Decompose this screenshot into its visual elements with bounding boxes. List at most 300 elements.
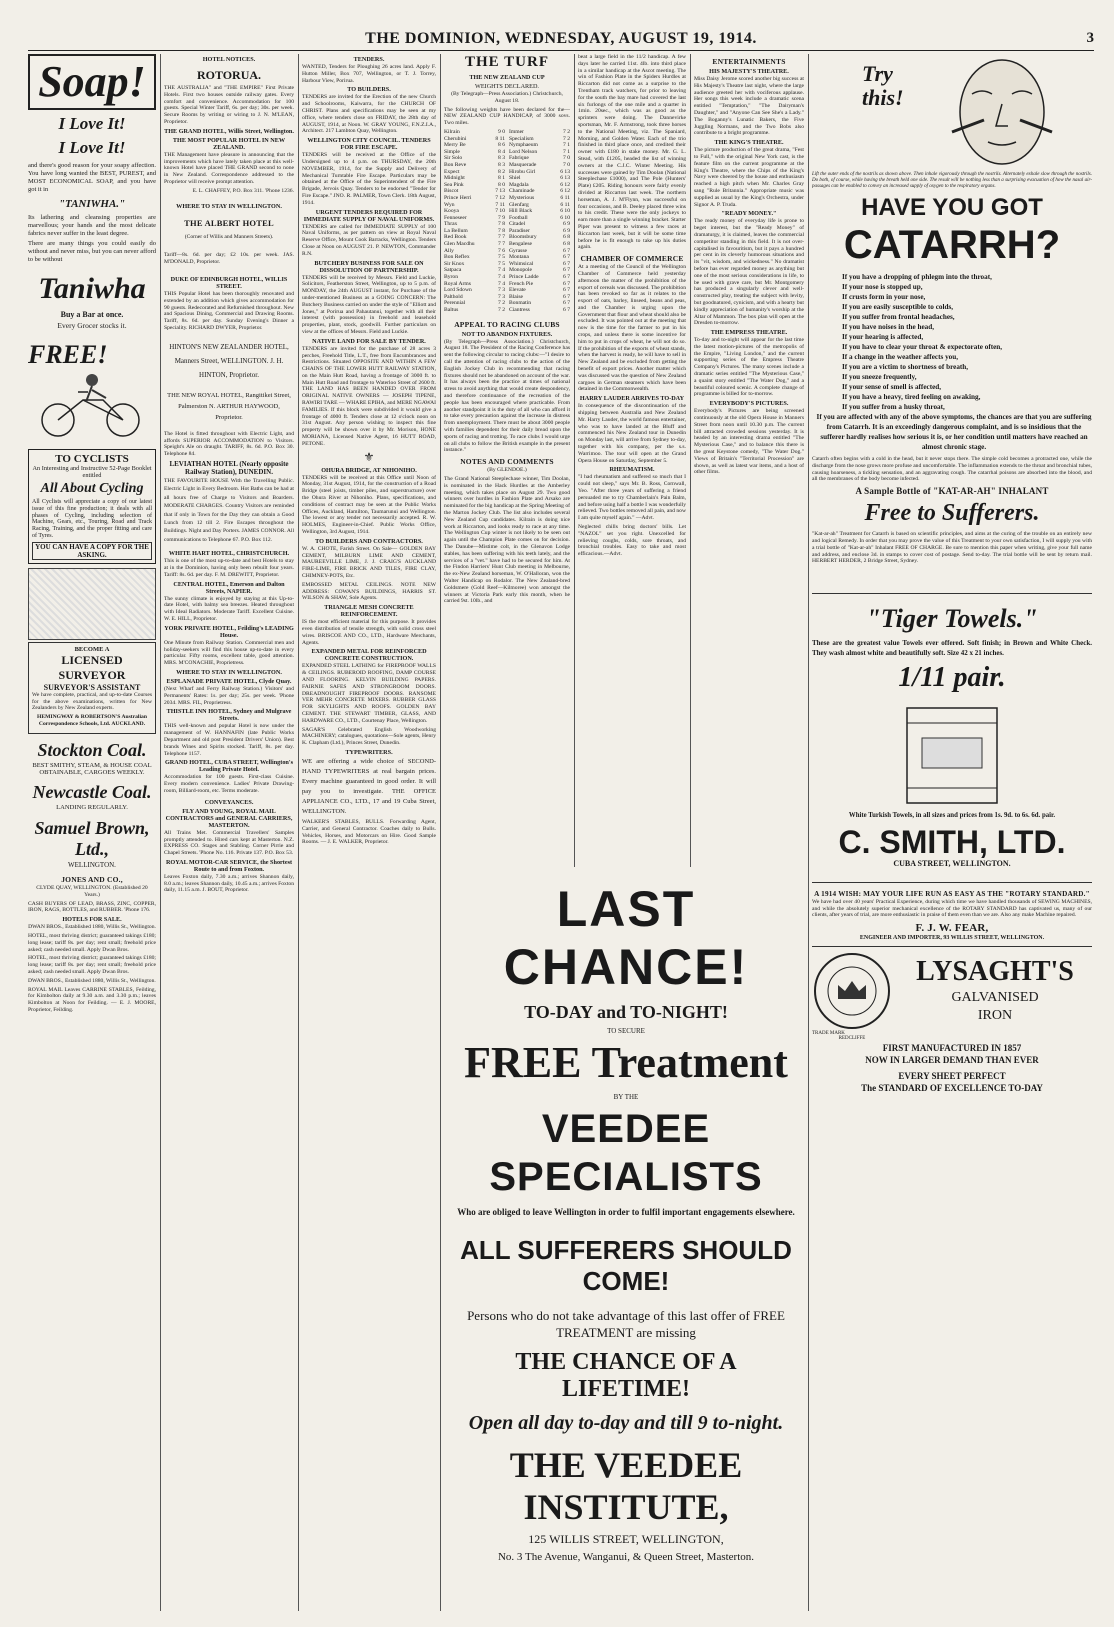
albert-addr: (Corner of Willis and Manners Streets).: [184, 233, 274, 240]
buy-bar: Buy a Bar at once.: [60, 310, 124, 319]
symptom-line: If your nose is stopped up,: [842, 283, 923, 291]
section-hotel-notices: HOTEL NOTICES.: [202, 56, 256, 63]
grand-head: THE MOST POPULAR HOTEL IN NEW ZEALAND.: [172, 136, 286, 151]
horse-weight: 8 2: [498, 168, 505, 175]
new-royal-hotel: THE NEW ROYAL HOTEL, Rangitikei Street, Palmerston N. ARTHUR HAYWOOD, Proprietor.: [167, 391, 291, 421]
handicap-row: [444, 169, 505, 176]
tender-builders-head: TO BUILDERS.: [347, 86, 391, 94]
handicap-row: [444, 149, 505, 156]
handicap-row: [509, 241, 570, 248]
copy-for-asking: YOU CAN HAVE A COPY FOR THE ASKING.: [32, 542, 152, 560]
surveyor-title-1: LICENSED SURVEYOR: [58, 652, 126, 682]
esplanade-copy: (Next Wharf and Ferry Railway Station.) Visitors' and Permanents' Rates: 1s. per day; 25s. per week. 'Phone 2034. MRS. FIL, Proprietress.: [164, 685, 294, 706]
taniwha-quoted: "TANIWHA.": [58, 198, 126, 210]
lysaght-line-4: The STANDARD OF EXCELLENCE TO-DAY: [861, 1082, 1043, 1093]
where-to-stay: WHERE TO STAY IN WELLINGTON.: [176, 202, 282, 210]
horse-name: Paradiser: [509, 227, 530, 234]
handicap-row: [509, 215, 570, 222]
catarrh-copy: Catarrh often begins with a cold in the head, but it never stops there. The simple cold becomes a protracted one, while the discharge from the nose grows more profuse and uncomfortable. The inflammation extends to the throat and bronchial tubes, causing hoarseness, a tickling sensation, and an aggravating cough. The catarrhal poisons are absorbed into the blood, and all the membranes of the body become infected.: [812, 456, 1092, 483]
horse-name: Bengalese: [509, 241, 532, 248]
tiger-towels-ad: [812, 593, 1092, 868]
appeal-head: APPEAL TO RACING CLUBS: [454, 319, 560, 329]
handicap-row: [444, 155, 505, 162]
handicap-row: [444, 234, 505, 241]
horse-weight: 6 7: [563, 254, 570, 261]
column-ads-left: [28, 54, 156, 1609]
handicap-row: [509, 195, 570, 202]
horse-weight: 6 8: [563, 241, 570, 248]
column-turf: [444, 54, 570, 874]
horse-name: Hirobu Girl: [509, 168, 536, 175]
horse-weight: 6 9: [563, 227, 570, 234]
horse-name: Elevate: [509, 287, 526, 294]
grand-sig: E. L. CHAFFEY, P.O. Box 311. 'Phone 1236.: [192, 187, 294, 194]
royal-mail: ROYAL MAIL Leaves CARRINE STABLES, Feilding, for Kimbolton daily at 9.30 a.m. and 3.30 p.m.; leaves Kimbolton at Noon for Feilding. — E. J. MOORE, Proprietor, Feilding.: [28, 986, 156, 1013]
horse-name: Perennial: [444, 300, 466, 307]
horse-name: Mysterious: [509, 194, 535, 201]
duke-hotel: DUKE OF EDINBURGH HOTEL, WILLIS STREET.: [170, 275, 288, 290]
horse-weight: 7 2: [563, 135, 570, 142]
horse-name: Sea Pink: [444, 181, 464, 188]
horse-weight: 7 11: [495, 201, 505, 208]
handicap-row: [444, 182, 505, 189]
symptom-line: If you have noises in the head,: [842, 323, 935, 331]
duke-copy: THIS Popular Hotel has been thoroughly renovated and extended by an addition which gives accommodation for 90 guests. Redecorated and Refurnished throughout. New and Spacious Dining, Commercial and Drawing Rooms. Tariff, 8s. 6d. per day. Sunday Evening's Dinner a Speciality. RICHARD DWYER, Proprietor.: [164, 290, 294, 331]
hinton-hotel: HINTON'S NEW ZEALANDER HOTEL, Manners Street, WELLINGTON. J. H. HINTON, Proprietor.: [169, 342, 289, 379]
handicap-row: [509, 221, 570, 228]
embossed-ceilings: EMBOSSED METAL CEILINGS. NOTE NEW ADDRESS: COWAN'S BUILDINGS, HARRIS ST. WILSON & SHAW, Sole Agents.: [302, 581, 436, 602]
handicap-row: [444, 228, 505, 235]
cyclists-copy: All Cyclists will appreciate a copy of our latest issue of this fine production; it deals with all phases of Cycling, including selection of Machine, Gears, etc., Touring, Road and Track Racing, Training, and the proper fitting and care of Tyres.: [32, 499, 152, 539]
white-hart-copy: This is one of the most up-to-date and best Hotels to stay at in the Dominion, having only been rebuilt four years. Tariff: 8s. 6d. per day. F. M. DREWITT, Proprietor.: [164, 558, 294, 578]
horse-name: Midnight: [444, 175, 465, 182]
horse-name: Cherubini: [444, 135, 467, 142]
horse-weight: 6 10: [560, 208, 570, 215]
handicap-row: [444, 294, 505, 301]
lysaght-line-2: NOW IN LARGER DEMAND THAN EVER: [865, 1054, 1039, 1065]
turf-intro: The following weights have been declared for the— NEW ZEALAND CUP HANDICAP, of 3000 sovs. Two miles.: [444, 106, 570, 127]
horse-name: Shiel: [509, 175, 521, 182]
horse-weight: 8 3: [498, 155, 505, 162]
grand-cuba-hotel: GRAND HOTEL, CUBA STREET, Wellington's Leading Private Hotel.: [164, 759, 294, 774]
handicap-row: [509, 254, 570, 261]
handicap-row: [509, 267, 570, 274]
kings-copy: The picture production of the great drama, "Fest to Full," with the original New York cast, is the feature film on the current programme at the King's Theatre, where the Chips of the King's Navy were cheered by the house and enthusiasm reached a high pitch when Mr. Charles Gray sang "Rule Britannia." Appropriate music was supplied as usual by the King's Orchestra, under Signor A. P. Truda.: [694, 147, 804, 208]
handicap-row: [444, 221, 505, 228]
horse-name: Prince Ladde: [509, 274, 539, 281]
handicap-row: [509, 274, 570, 281]
horse-weight: 8 4: [498, 148, 505, 155]
horse-weight: 6 7: [563, 287, 570, 294]
lysaght: LYSAGHT'S: [916, 955, 1074, 987]
soap-copy: and there's good reason for your soapy affection. You have long wanted the BEST, PUREST, and MOST ECONOMICAL SOAP, and you have got it in: [28, 162, 156, 193]
hotels-for-sale: HOTELS FOR SALE.: [62, 916, 122, 924]
horse-weight: 6 13: [560, 168, 570, 175]
horse-name: Kilrain: [444, 128, 460, 135]
tender-native-land: TENDERS are invited for the purchase of 28 acres 3 perches, Freehold Title, L.T., free from Encumbrances and Restrictions. Situated OPPOSITE AND WITHIN A FEW CHAINS OF THE LOWER HUTT RAILWAY STATION, on the Main Hutt Road, having a frontage of 3000 ft. to Main Hutt Road and frontage to Waterloo Street of 2600 ft. THE LAND HAS BEEN HANDED OVER FROM ORIGINAL NATIVE OWNERS — JOSEPH TIPENE, RAWIRI TARE — WHARE EPIHA, and MERE NGAWAI FAMILIES. If this block were subdivided it would give a frontage of 4000 ft. Tenders close at 12 o'clock noon on 31st August. Any person wishing to inspect this fine property will be shown over it by Mr. Morison, HONE MORIANA, Licensed Native Agent, 16 HUTT ROAD, PETONE.: [302, 345, 436, 447]
surveyor-ad: [28, 642, 156, 734]
turkish-towels: White Turkish Towels, in all sizes and prices from 1s. 9d. to 6s. 6d. pair.: [848, 812, 1056, 820]
where-to-stay-2: WHERE TO STAY IN WELLINGTON.: [176, 668, 282, 676]
to-secure: TO SECURE: [607, 1027, 645, 1035]
jones-copy: CASH BUYERS OF LEAD, BRASS, ZINC, COPPER, IRON, RAGS, BOTTLES, and RUBBER. 'Phone 176.: [28, 900, 156, 914]
horse-name: Fabrique: [509, 155, 529, 162]
lysaght-headline-block: [898, 956, 1092, 1026]
horse-weight: 6 12: [560, 181, 570, 188]
horse-name: Wyn: [444, 201, 455, 208]
horse-weight: 7 0: [563, 161, 570, 168]
tender-ohura: TENDERS will be received at this Office until Noon of Monday, 31st August, 1914, for the construction of a Road Bridge (steel joists, timber piles, and superstructure) over the Ohura River at Nihoniho. Plans, specifications, and conditions of contract may be seen at the Public Works Offices, Auckland, Hamilton, Taumarunui and Wellington. The lowest or any tender not necessarily accepted. R. W. HOLMES, Engineer-in-Chief. Public Works Office, Wellington, 3rd August, 1914.: [302, 474, 436, 536]
handicap-row: [444, 208, 505, 215]
horse-weight: 7 8: [498, 221, 505, 228]
horse-weight: 7 3: [498, 287, 505, 294]
horse-name: Thrax: [444, 221, 458, 228]
tender-naval: TENDERS are called for IMMEDIATE SUPPLY of 100 Naval Uniforms, as per pattern on view at Royal Naval Reserve Office, Mount Cook Barracks, Wellington. Tenders Close at Noon on AUGUST 21. P. NEWTON, Commander R.N.: [302, 223, 436, 257]
handicap-row: [509, 129, 570, 136]
horse-name: Nymphaeum: [509, 142, 538, 149]
section-tenders: TENDERS.: [353, 56, 385, 63]
horse-weight: 6 9: [563, 221, 570, 228]
horse-weight: 6 10: [560, 214, 570, 221]
horse-name: Ciantress: [509, 307, 530, 314]
handicap-row: [444, 241, 505, 248]
horse-name: Biscot: [444, 188, 459, 195]
dwan-copy: HOTEL, most thriving district; guaranteed takings £180; long lease; tariff 8s. per day; rent small; freehold price asked; cash needed small. Apply Dwan Bros.: [28, 932, 156, 953]
horse-name: Expect: [444, 168, 460, 175]
catarrh-headline: CATARRH?: [843, 223, 1061, 267]
last-chance: LAST CHANCE!: [503, 881, 749, 995]
turf-continued: beat a large field in the 11/2 handicap. A few days later he carried 11st. 4lb. into third place in a similar handicap at the Ascot meeting. The win of Fashion Plate in the Spiders Hurdles at Riccarton did not come as a surprise to the Trentham track watchers, for prior to leaving for the south the bay mare had covered the last six furlongs of the one mile and a quarter in 1min. 20sec., which was as good as the sprinters were doing. The Dannevirke sportsman, Mr. F. Armstrong, took three horses to the National Meeting, viz. The Spaniard, Morning, and Golden Water. Each of the trio finished in third place once, and credited their owner with £180 in stake money. Mr. G. L. Stead, with £1205, headed the list of winning owners at the C.J.C. Winter Meeting. His successes were gained by Tim Doolan (National Steeplechase £1000), and The Pole (Hunters' Plate) £205. Riding honours were fairly evenly divided at Riccarton last week. The northern horseman, A. J. M'Flynn, was successful on four occasions, and B. Deeley placed three wins to his credit. These were the only jockeys to earn more than a single winning bracket. Starter Piper was present to witness a few races at Riccarton last week, but it will be some time before he is fit enough to take up his duties again.: [578, 54, 686, 251]
handicap-row: [509, 182, 570, 189]
handicap-list-a: [444, 129, 505, 314]
horse-weight: 7 7: [498, 241, 505, 248]
newcastle-coal: Newcastle Coal.: [32, 782, 152, 803]
all-about-cycling: All About Cycling: [40, 481, 144, 496]
handicap-row: [444, 300, 505, 307]
horse-name: Sir Knox: [444, 260, 465, 267]
tender-native-land-head: NATIVE LAND FOR SALE BY TENDER.: [312, 337, 426, 345]
fear-name: F. J. W. FEAR,: [915, 922, 989, 935]
horse-name: Bon Reve: [444, 161, 467, 168]
fear-addr: ENGINEER AND IMPORTER, 93 WILLIS STREET, WELLINGTON.: [859, 935, 1045, 942]
turf-title: THE TURF: [465, 54, 549, 70]
horse-weight: 8 11: [495, 135, 505, 142]
rheumatism-copy: "I had rheumatism and suffered so much that I could not sleep," says Mr. B. Ross, Cornwall, Yeo. "After three years of suffering a friend persuaded me to try Chamberlain's Pain Balm, and before using half a bottle I was wonderfully relieved. Two bottles removed all pain, and now I am quite myself again." —Advt.: [578, 474, 686, 522]
handicap-row: [509, 300, 570, 307]
horse-weight: 7 8: [498, 227, 505, 234]
horse-weight: 7 4: [498, 280, 505, 287]
surveyor-title-2: SURVEYOR'S ASSISTANT: [43, 682, 141, 692]
handicap-row: [444, 188, 505, 195]
tiger-towels: "Tiger Towels.": [866, 604, 1038, 634]
jones-name: JONES AND CO.,: [61, 874, 123, 884]
horse-name: Chaminade: [509, 188, 535, 195]
c-smith: C. SMITH, LTD.: [838, 823, 1066, 860]
column-rule: [574, 54, 575, 867]
taniwha-copy-2: There are many things you could easily do without and never miss, but you can never afford to be without: [28, 240, 156, 263]
chamber-copy: At a meeting of the Council of the Wellington Chamber of Commerce held yesterday afternoon the matter of the prohibition of the export of cereals was discussed. The prohibition has been revoked so far as it relates to the export of oats, barley, linseed, beans and peas, and the Chamber is urging upon the Government that flour and wheat should also be excluded. It was pointed out at the meeting that now is the time for the farmer to put in his crops, and unless there is some incentive for him to put in crops of wheat, he will not do so. If the prohibition of the exports of wheat stands, when the harvest is ready, he will have to sell in New Zealand and be excluded from getting the benefit of export prices. Another matter which was discussed was the question of New Zealand cargoes in German steamers which have been detained in the Commonwealth.: [578, 264, 686, 393]
catarrh-symptoms: [812, 272, 1092, 452]
horse-name: Satpaca: [444, 267, 462, 274]
horse-weight: 7 1: [563, 148, 570, 155]
handicap-row: [444, 195, 505, 202]
expanded-metal-head: EXPANDED METAL FOR REINFORCED CONCRETE CONSTRUCTION.: [311, 648, 427, 663]
ready-money-copy: The ready money of everyday life is prone to beget interest, but the "Ready Money" of dramaturgy, it is claimed, leaves the commercial competitor standing in this field. It is not over-capitalised in favouritism, but it pays a hundred per cent in its cleverly humorous situations and its "vit, wisdom, and wickedness." No dramatist before has ever regarded money as anything but one of the most serious considerations in life, to be used with grave care, but Mr. Montgomery has produced a singularly clever and well-constructed play, treating the subject with levity, but goodnatured, cynicism, and with a hearty but kindly appreciation of humanity's worship at the Altar of Mammon. The box plan will open at the Dresden to-morrow.: [694, 218, 804, 327]
horse-weight: 7 2: [498, 300, 505, 307]
handicap-row: [509, 175, 570, 182]
handicap-table: [444, 129, 570, 314]
horse-weight: 6 7: [563, 274, 570, 281]
horse-name: Immer: [509, 128, 524, 135]
rheumatism-head: RHEUMATISM.: [609, 466, 655, 474]
symptom-line: If crusts form in your nose,: [842, 293, 926, 301]
page-number: 3: [1086, 30, 1094, 46]
horse-name: Sir Solo: [444, 155, 463, 162]
notes-copy: The Grand National Steeplechase winner, Tim Doolan, is nominated in the Hack Hurdles at the Amberley meeting, which takes place on August 29. Two good winners over hurdles in Fashion Plate and Arsako are nominated for the big handicap at the Spring Meeting of the Marton Jockey Club. The list also includes several New Zealand Cup candidates. Kilrain is doing nice work at Riccarton, and looks ready to race at any time. The Wellington Cup winter is not likely to be seen out again until the Champion Plate comes on for decision. The Danube—Mistime colt, in the Glenavon Lodge stables, has been suffering with his teeth lately, and the services of a "vet." have had to be secured for him. At the Findon Harriers' Hunt Club meeting in Melbourne, the ex-New Zealand horseman, W. O'Halloran, won the Walter Handicap on Rodalor. The New Zealand-bred Goldsmere (Gold Reef—Kilmoree) won amongst the winners at Victoria Park early this month, when he carried 9st. 10lb., and: [444, 475, 570, 605]
horse-weight: 6 13: [560, 175, 570, 182]
handicap-row: [444, 267, 505, 274]
handicap-row: [509, 307, 570, 314]
have-you-got: HAVE YOU GOT: [861, 194, 1043, 221]
tender-fire-escape: TENDERS will be received at the Office of the Undersigned up to 4 p.m. on THURSDAY, the 20th NOVEMBER, 1914, for the Supply and Delivery of Mechanical Turntable Fire Escape. Particulars may be obtained at the Office of the Superintendent of the Fire Brigade, Jervois Quay. Tenders to be endorsed "Tender for Fire Escape." JNO. R. PALMER, Town Clerk. 18th August, 1914.: [302, 152, 436, 206]
horse-weight: 7 13: [495, 188, 505, 195]
albert-copy: Tariff—8s. 6d. per day; £2 10s. per week. JAS. M'DONALD, Proprietor.: [164, 252, 294, 266]
institute-address: 125 WILLIS STREET, WELLINGTON,: [528, 1532, 724, 1546]
towels-illustration: [812, 698, 1092, 808]
tender-church: TENDERS are invited for the Erection of the new Church and Schoolrooms, Kaiwarra, for the CHURCH OF CHRIST. Plans and specifications may be seen at my office, where tenders close on FRIDAY, the 28th day of AUGUST, 1914, at Noon. W. GRAY YOUNG, F.N.Z.I.A., Architect. 217 Lambton Quay, Wellington.: [302, 94, 436, 135]
column-rule: [808, 54, 809, 1611]
free-treatment: FREE Treatment: [464, 1038, 788, 1087]
cyclists-ad: [28, 449, 156, 564]
persons-copy: Persons who do not take advantage of this last offer of FREE TREATMENT are missing: [467, 1308, 785, 1340]
horse-name: Royal Arms: [444, 280, 471, 287]
trade-mark-label: TRADE MARK: [812, 1030, 845, 1036]
handicap-row: [444, 307, 505, 314]
horse-weight: 7 12: [495, 194, 505, 201]
kings-head: THE KING'S THEATRE.: [714, 139, 784, 147]
horse-weight: 6 11: [560, 194, 570, 201]
everybody-head: EVERYBODY'S PICTURES.: [709, 400, 789, 408]
handicap-row: [509, 234, 570, 241]
horse-weight: 6 12: [560, 188, 570, 195]
horse-name: Gyrasse: [509, 247, 528, 254]
love-it-2: I Love It!: [58, 138, 126, 157]
symptom-line: If you suffer from a husky throat,: [842, 403, 945, 411]
column-rule: [690, 54, 691, 867]
entertainments-head: ENTERTAINMENTS: [712, 57, 786, 66]
handicap-row: [509, 202, 570, 209]
handicap-row: [509, 188, 570, 195]
horse-name: La Bellum: [444, 227, 468, 234]
samuel-brown: Samuel Brown, Ltd.,: [34, 818, 150, 860]
horse-name: Bon Reflex: [444, 254, 470, 261]
empress-head: THE EMPRESS THEATRE.: [710, 329, 788, 337]
albert-hotel: THE ALBERT HOTEL: [184, 217, 274, 228]
symptom-line: If your sense of smell is affected,: [842, 383, 942, 391]
surveyor-firm: HEMINGWAY & ROBERTSON'S Australian Correspondence Schools, Ltd. AUCKLAND.: [37, 714, 147, 727]
symptom-line: If you are affected with any of the above symptoms, the chances are that you are suffering from Catarrh. It is an exceedingly dangerous complaint, and is so insidious that the sufferer hardly realises how serious it is, or her condition until matters have reached an almost chronic stage.: [816, 413, 1092, 451]
horse-name: Kooya: [444, 208, 459, 215]
typewriters-head: TYPEWRITERS.: [345, 748, 393, 756]
free-headline: FREE!: [28, 340, 108, 369]
thistle-copy: THIS well-known and popular Hotel is now under the management of W. HANNAFIN (late Public Works Department and old post President Drivers' Union). Best brands Wines and Spirits stocked. Tariff, 8s. per day. Telephone 1157.: [164, 723, 294, 757]
horse-weight: 7 7: [498, 234, 505, 241]
handicap-row: [509, 208, 570, 215]
column-tenders: [302, 54, 436, 1609]
horse-name: Baltus: [444, 307, 459, 314]
rotorua-copy: THE AUSTRALIA" and "THE EMPIRE" First Private Hotels. First two houses outside railway gates. Every comfort and convenience. Accommodation for 100 guests. Special Winter Tariff, 6s. per day; 30s. per week. Secure Rooms by writing or wiring to J. N. M'LEAN, Proprietor.: [164, 85, 294, 125]
horse-weight: 7 4: [498, 274, 505, 281]
horse-weight: 6 7: [563, 307, 570, 314]
symptom-line: If you have a dropping of phlegm into the throat,: [842, 273, 992, 281]
horse-weight: 8 6: [498, 142, 505, 149]
notes-head: NOTES AND COMMENTS: [460, 457, 554, 467]
chamber-head: CHAMBER OF COMMERCE: [580, 254, 684, 264]
galvanised: GALVANISED: [951, 989, 1039, 1005]
notes-byline: (By GLENDOE.): [487, 467, 527, 474]
expanded-metal: EXPANDED STEEL LATHING for FIREPROOF WALLS & CEILINGS. RUBEROID ROOFING, DAMP COURSE AND FLOORING. KELVIN BUILDING PAPERS. FAIRNIE SAFES AND STRONGROOM DOORS. DREADNOUGHT FIREPROOF DOORS. RANSOME VER MEHR CONCRETE MIXERS. RUBBER GLASS FOR SKYLIGHTS AND ROOFS. GOLDEN BAY CEMENT. THE STEWART TIMBER, GLASS, AND HARDWARE CO., LTD., Courtenay Place, Wellington.: [302, 663, 436, 724]
horse-weight: 7 3: [498, 293, 505, 300]
handicap-row: [444, 287, 505, 294]
handicap-row: [509, 136, 570, 143]
free-to-sufferers: Free to Sufferers.: [864, 500, 1040, 527]
walkers-stables: WALKER'S STABLES, BULLS. Forwarding Agent, Carrier, and General Contractor. Coaches daily to Bulls. Vehicles, Horses, and Motorcars on Hire. Good Sample Rooms. — J. E. WALKER, Proprietor.: [302, 818, 436, 846]
tender-butchery: TENDERS will be received by Messrs. Field and Luckie, Solicitors, Featherston Street, Wellington, up to 5 p.m. of MONDAY, the 24th AUGUST instant, for Purchase of the under-mentioned Business as a GOING CONCERN: The Butchery Business carried on under the style of "Elliott and Jones," at Porirua and Pahautanui, together with all their interest (with possession) in freehold and leasehold properties, plant, stock, goodwill. Further particulars on view at the offices of Messrs. Field and Luckie.: [302, 274, 436, 335]
handicap-row: [509, 294, 570, 301]
tender-naval-head: URGENT TENDERS REQUIRED FOR IMMEDIATE SUPPLY OF NAVAL UNIFORMS.: [303, 208, 435, 223]
handicap-row: [444, 281, 505, 288]
nazol-copy: Neglected chills bring doctors' bills. Let "NAZOL" set you right. Unexcelled for relieving coughs, colds, sore throats, and bronchial troubles. Easy to take and most efficacious.—Advt.: [578, 524, 686, 558]
horse-weight: 6 7: [563, 247, 570, 254]
horse-name: Red Book: [444, 234, 467, 241]
handicap-row: [509, 142, 570, 149]
triangle-mesh: IS the most efficient material for this purpose. It provides even distribution of tensile strength, with solid cross steel wires. BRISCOE AND CO., LTD., Hardware Merchants, Agents.: [302, 619, 436, 646]
handicap-row: [444, 136, 505, 143]
horse-weight: 7 5: [498, 254, 505, 261]
triangle-mesh-head: TRIANGLE MESH CONCRETE REINFORCEMENT.: [324, 604, 414, 619]
lysaght-line-3: EVERY SHEET PERFECT: [898, 1070, 1006, 1081]
symptom-line: If you have to clear your throat & expectorate often,: [842, 343, 1003, 351]
white-hart-hotel: WHITE HART HOTEL, CHRISTCHURCH.: [168, 550, 290, 558]
handicap-row: [509, 261, 570, 268]
handicap-row: [444, 129, 505, 136]
veedee-institute: THE VEEDEE INSTITUTE,: [509, 1445, 743, 1527]
horse-weight: 9 0: [498, 128, 505, 135]
turf-byline: (By Telegraph—Press Association.) Christchurch, August 18.: [451, 91, 563, 104]
horse-weight: 8 0: [498, 181, 505, 188]
dwan-bros-2: DWAN BROS., Established 1880, Willis St., Wellington.: [28, 977, 156, 984]
taniwha-logo: Taniwha: [38, 272, 146, 305]
horse-name: Ally: [444, 247, 454, 254]
try-caption: Lift the outer ends of the nostrils as shown above. Then inhale vigorously through the nostrils. Alternately exhale slow through the nostrils. Do both, of course, while having the breath held one side. The result will be nothing less than a surprising evacuation of how the nasal air-passages can be enabled to convey an increased supply of oxygen to the respiratory organs.: [812, 172, 1092, 189]
try-this-ad: [812, 54, 1092, 172]
surveyor-copy: We have complete, practical, and up-to-date Courses for the above examinations, written for New Zealanders by New Zealand experts.: [32, 691, 152, 712]
towel-price: 1/11 pair.: [898, 662, 1006, 694]
stockton-copy: BEST SMITHY, STEAM, & HOUSE COAL OBTAINABLE, CARGOES WEEKLY.: [32, 761, 152, 776]
horse-weight: 7 0: [563, 155, 570, 162]
leviathan-copy: THE FAVOURITE HOUSE With the Travelling Public. Electric Light in Every Bedroom. Hot Baths can be had at all hours free of Charge to Visitors and Boarders. MODERATE CHARGES. Country Visitors are reminded that if only in Town for the Day they can obtain a Good Lunch from 12 till 2. Fire Escapes throughout the Buildings. Night and Day Porters. JAMES CONNOR. All communications to Telephone 67. P.O. Box 112.: [164, 477, 294, 543]
lysaght-line-1: FIRST MANUFACTURED IN 1857: [882, 1042, 1022, 1053]
veedee-specialists: VEEDEE SPECIALISTS: [489, 1107, 763, 1199]
to-cyclists: TO CYCLISTS: [55, 453, 129, 465]
horse-weight: 7 2: [498, 307, 505, 314]
horse-weight: 7 4: [498, 267, 505, 274]
central-copy: The sunny climate is enjoyed by staying at this Up-to-date Hotel, with balmy sea breezes. Heated throughout with Ideal Radiators. Moderate Tariff. Excellent Cuisine. W. E. HILL, Proprietor.: [164, 595, 294, 622]
today-tonight: TO-DAY and TO-NIGHT!: [524, 1002, 728, 1022]
surveyor-head: BECOME A: [74, 645, 110, 653]
iron: IRON: [977, 1007, 1013, 1023]
rotary-head: A 1914 WISH: MAY YOUR LIFE RUN AS EASY AS THE "ROTARY STANDARD.": [814, 889, 1090, 898]
by-the: BY THE: [613, 1093, 639, 1101]
horse-name: Whimsical: [509, 260, 534, 267]
grand-cuba-copy: Accommodation for 100 guests. First-class Cuisine. Every modern convenience. Ladies' Private Drawing-room, Billiard-room, etc. Terms moderate.: [164, 774, 294, 794]
handicap-row: [444, 142, 505, 149]
weights-declared: WEIGHTS DECLARED.: [475, 83, 539, 90]
typewriters: WE are offering a wide choice of SECOND-HAND TYPEWRITERS at real bargain prices. Every machine guaranteed in good order. It will pay you to investigate. THE OFFICE APPLIANCE CO., LTD., 17 and 19 Cuba Street, WELLINGTON.: [302, 757, 436, 815]
tender-chote: W. A. CHOTE, Farish Street. On Sale— GOLDEN BAY CEMENT, MILBURN LIME AND CEMENT, MAUREEVILLE LIME, J. J. CRAIG'S AUCKLAND FIRE-LIME, FIRE BRICK AND TILES, FIRE CLAY, CHIMNEY-POTS, Etc.: [302, 545, 436, 580]
horse-name: Masquerade: [509, 161, 537, 168]
handicap-row: [509, 169, 570, 176]
branch-addresses: No. 3 The Avenue, Wanganui, & Queen Street, Masterton.: [497, 1551, 755, 1563]
appeal-sub: NOT TO ABANDON FIXTURES.: [461, 330, 553, 338]
horse-name: Palthold: [444, 293, 463, 300]
sagar-machinery: SAGAR'S Celebrated English Woodworking MACHINERY; catalogues, quotations—Sole agents, Henry K. Clapham (Ltd.), Princes Street, Dunedin.: [302, 726, 436, 747]
fly-and-young: FLY AND YOUNG, ROYAL MAIL CONTRACTORS and GENERAL CARRIERS, MASTERTON.: [165, 807, 293, 829]
handicap-row: [509, 228, 570, 235]
horse-name: Montana: [509, 254, 529, 261]
handicap-row: [444, 254, 505, 261]
column-rule: [440, 54, 441, 1611]
tender-ohura-head: OHURA BRIDGE, AT NIHONIHO.: [321, 466, 417, 474]
horse-name: Glenfarg: [509, 201, 529, 208]
handicap-row: [509, 248, 570, 255]
majesty-copy: Miss Daisy Jerome scored another big success at His Majesty's Theatre last night, where the large audience greeted her with vociferous applause. Her songs this week include a dramatic scena entitled "Temptation," "The Dairyman's Daughter," and "Anyone Can See She's a Lady." The Boganny's Lunatic Bakers, the Five Juggling Normans, and the Two Bobs also contribute to a bright programme.: [694, 76, 804, 137]
handicap-row: [509, 149, 570, 156]
thistle-inn: THISTLE INN HOTEL, Sydney and Mulgrave Streets.: [166, 708, 292, 723]
newcastle-copy: LANDING REGULARLY.: [56, 804, 128, 812]
horse-name: Merry Be: [444, 142, 466, 149]
grand-copy: THE Management have pleasure in announcing that the improvements which have lately taken place at this well-known Hotel have placed THE GRAND second to none in New Zealand. Correspondence addressed to the Proprietor will receive prompt attention.: [164, 151, 294, 185]
symptom-line: If you sneeze frequently,: [842, 373, 917, 381]
cyclists-sub: An Interesting and Instructive 52-Page Booklet entitled: [32, 465, 152, 479]
rotorua: ROTORUA.: [196, 68, 262, 82]
empress-copy: To-day and to-night will appear for the last time the latest motion-pictures of the metropolis of the Empire, "Living London," and the current supporting series of the Empress Theatre Company's Pictures. The many scenes include a dramatic series entitled "The Mysterious Case," a quaint story entitled "The Water Dog," and a beautiful coloured scenic. A complete change of programme is billed for to-morrow.: [694, 337, 804, 398]
chance-of-lifetime: THE CHANCE OF A LIFETIME!: [515, 1349, 737, 1402]
new-royal-copy: The Hotel is fitted throughout with Electric Light, and affords SUPERIOR ACCOMMODATION to Visitors. Speight's Ale on draught. TARIFF, 8s. 6d. P.O. Box 30. Telephone 84.: [164, 430, 294, 458]
horse-name: Citadel: [509, 221, 526, 228]
horse-name: Monopole: [509, 267, 532, 274]
fly-copy: All Trains Met. Commercial Travellers' Samples promptly attended to. Hired cars kept at Masterton. N.Z. EXPRESS CO. Stages and Stabling. Corner Pirrie and Chapel Streets. 'Phone No. 116. Private 137. P.O. Box 53.: [164, 829, 294, 857]
horse-name: Bonmatin: [509, 300, 532, 307]
ready-money-head: "READY MONEY.": [721, 210, 777, 218]
esplanade-hotel: ESPLANADE PRIVATE HOTEL, Clyde Quay.: [166, 677, 292, 685]
horse-weight: 6 7: [563, 300, 570, 307]
handicap-row: [509, 155, 570, 162]
appeal-copy: (By Telegraph—Press Association.) Christchurch, August 18. The President of the Racing Conference has sent the following circular to racing clubs:—"I desire to call the attention of racing clubs to the action of the English Jockey Club in recommending that racing fixtures should not be abandoned on account of the war. It has always been the practice at times of national stress to avoid anything that would create despondency, and therefore continuance of the recreation of the people has been encouraged where practicable. From another standpoint it is the duty of all who can afford it to take every precaution against the increase in distress from unemployment. There must be about 3000 people with families dependent for their daily bread upon the sports of racing and trotting. To race clubs I would urge on all clubs to follow the British example in the present instance.": [444, 338, 570, 454]
motor-copy: Leaves Foxton daily, 7.30 a.m.; arrives Shannon daily, 8.0 a.m.; leaves Shannon daily, 10.45 a.m.; arrives Foxton daily, 11.15 a.m. J. BOUT, Proprietor.: [164, 873, 294, 894]
newspaper-title: THE DOMINION, WEDNESDAY, AUGUST 19, 1914.: [365, 30, 757, 47]
rotary-copy: We have had over 40 years' Practical Experience, during which time we have handled thousands of SEWING MACHINES, and while the absolutely superior mechanical excellence of the ROTARY STANDARD has captivated us, many of our clients, after years of trial, are more enthusiastic in praise of them even than we are. Also any make Machine repaired.: [812, 898, 1092, 919]
handicap-row: [444, 261, 505, 268]
horse-weight: 7 9: [498, 214, 505, 221]
handicap-row: [444, 202, 505, 209]
dwan-bros: DWAN BROS., Established 1880, Willis St., Wellington.: [28, 924, 156, 931]
all-sufferers: ALL SUFFERERS SHOULD COME!: [460, 1235, 792, 1296]
column-ads-right: [812, 54, 1092, 1614]
horse-name: Magdala: [509, 181, 529, 188]
samuel-town: WELLINGTON.: [68, 861, 116, 870]
horse-weight: 7 6: [498, 247, 505, 254]
